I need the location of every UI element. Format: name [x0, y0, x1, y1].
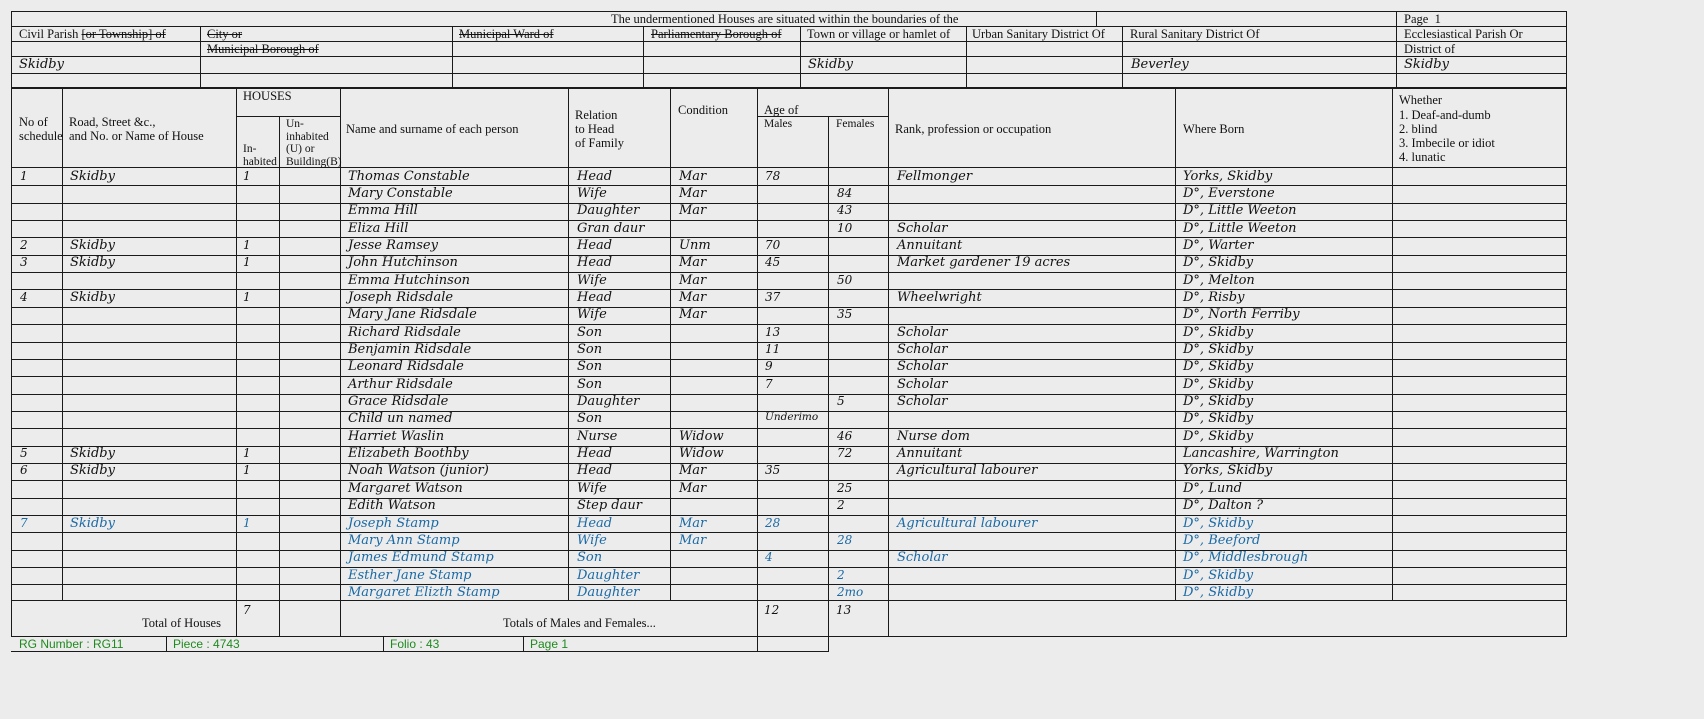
female-age-cell: 72 — [837, 446, 853, 461]
name-cell: Richard Ridsdale — [348, 324, 461, 340]
condition-cell: Mar — [679, 515, 707, 531]
birthplace-cell: D°, Skidby — [1183, 324, 1254, 340]
col-occupation: Rank, profession or occupation — [895, 122, 1052, 136]
relation-cell: Gran daur — [577, 220, 645, 236]
col-houses: HOUSES — [243, 89, 292, 103]
birthplace-cell: D°, Skidby — [1183, 394, 1254, 410]
name-cell: Leonard Ridsdale — [348, 359, 464, 375]
row-divider — [11, 185, 1567, 186]
row-divider — [11, 220, 1567, 221]
name-cell: Benjamin Ridsdale — [348, 342, 472, 357]
rg-number: RG Number : RG11 — [19, 637, 124, 651]
occupation-cell: Agricultural labourer — [897, 463, 1038, 479]
relation-cell: Head — [577, 255, 613, 271]
occupation-cell: Scholar — [897, 376, 948, 392]
male-age-cell: 35 — [765, 463, 781, 478]
header-banner: The undermentioned Houses are situated within the boundaries of the — [611, 12, 959, 26]
relation-cell: Daughter — [577, 203, 640, 219]
row-divider — [11, 394, 1567, 395]
row-divider — [11, 498, 1567, 499]
relation-cell: Son — [577, 376, 603, 392]
total-males-value: 12 — [764, 603, 780, 617]
col-age-of: Age of — [764, 103, 799, 117]
relation-cell: Wife — [577, 307, 607, 323]
schedule-cell: 3 — [20, 255, 28, 270]
col-whether-1: 1. Deaf-and-dumb — [1399, 108, 1491, 122]
civil-parish-label: Civil Parish [or Township] of — [19, 27, 166, 41]
name-cell: Jesse Ramsey — [348, 237, 438, 253]
relation-cell: Step daur — [577, 498, 642, 514]
male-age-cell: Underimo — [765, 411, 819, 424]
name-cell: Mary Constable — [348, 185, 453, 201]
inhabited-cell: 1 — [243, 237, 251, 252]
civil-parish-value: Skidby — [19, 57, 64, 72]
footer-page: Page 1 — [530, 637, 569, 651]
occupation-cell: Wheelwright — [897, 289, 982, 305]
occupation-cell: Scholar — [897, 394, 948, 410]
female-age-cell: 2mo — [837, 584, 864, 599]
row-divider — [11, 324, 1567, 325]
birthplace-cell: D°, Little Weeton — [1183, 220, 1297, 236]
birthplace-cell: D°, Skidby — [1183, 428, 1254, 444]
occupation-cell: Nurse dom — [897, 428, 970, 444]
occupation-cell: Scholar — [897, 359, 948, 375]
male-age-cell: 11 — [765, 342, 781, 356]
col-males: Males — [764, 118, 793, 130]
col-whether-4: 4. lunatic — [1399, 150, 1446, 164]
inhabited-cell: 1 — [243, 515, 251, 530]
page-number: 1 — [1434, 12, 1441, 26]
name-cell: John Hutchinson — [348, 255, 458, 271]
occupation-cell: Fellmonger — [897, 168, 973, 184]
relation-cell: Wife — [577, 532, 607, 548]
birthplace-cell: D°, Skidby — [1183, 342, 1254, 357]
ecclesiastical-value: Skidby — [1404, 57, 1449, 72]
city-label: City or — [207, 27, 243, 41]
relation-cell: Head — [577, 446, 613, 462]
urban-district-label: Urban Sanitary District Of — [972, 27, 1105, 41]
birthplace-cell: Yorks, Skidby — [1183, 463, 1273, 479]
col-condition: Condition — [678, 103, 729, 117]
female-age-cell: 2 — [837, 498, 845, 513]
road-cell: Skidby — [70, 168, 115, 184]
relation-cell: Head — [577, 237, 613, 253]
inhabited-cell: 1 — [243, 446, 251, 461]
birthplace-cell: D°, Warter — [1183, 237, 1254, 253]
male-age-cell: 45 — [765, 255, 781, 270]
municipal-borough-label: Municipal Borough of — [207, 42, 319, 56]
birthplace-cell: Lancashire, Warrington — [1183, 446, 1339, 462]
page-indicator — [1404, 12, 1441, 26]
name-cell: Grace Ridsdale — [348, 394, 449, 410]
birthplace-cell: D°, Melton — [1183, 272, 1255, 288]
birthplace-cell: D°, Skidby — [1183, 411, 1254, 427]
relation-cell: Son — [577, 324, 603, 340]
female-age-cell: 46 — [837, 428, 853, 443]
road-cell: Skidby — [70, 446, 115, 462]
birthplace-cell: D°, Skidby — [1183, 255, 1254, 271]
total-houses-label: Total of Houses — [142, 616, 221, 630]
name-cell: Margaret Watson — [348, 480, 463, 496]
condition-cell: Unm — [679, 237, 711, 253]
schedule-cell: 7 — [20, 515, 28, 530]
birthplace-cell: D°, Skidby — [1183, 376, 1254, 392]
condition-cell: Widow — [679, 446, 724, 462]
birthplace-cell: D°, Middlesbrough — [1183, 550, 1309, 566]
relation-cell: Son — [577, 411, 603, 427]
birthplace-cell: D°, Beeford — [1183, 532, 1261, 548]
name-cell: Joseph Ridsdale — [348, 289, 454, 305]
relation-cell: Wife — [577, 480, 607, 496]
female-age-cell: 28 — [837, 532, 853, 547]
condition-cell: Mar — [679, 307, 707, 323]
male-age-cell: 13 — [765, 324, 781, 339]
name-cell: Thomas Constable — [348, 168, 470, 184]
col-relation-1: Relation — [575, 108, 618, 122]
municipal-ward-label: Municipal Ward of — [459, 27, 554, 41]
occupation-cell: Scholar — [897, 220, 948, 236]
ecclesiastical-label-1: Ecclesiastical Parish Or — [1404, 27, 1523, 41]
male-age-cell: 78 — [765, 168, 781, 183]
col-inhabited-1: In- — [243, 143, 257, 155]
road-cell: Skidby — [70, 463, 115, 479]
col-road-2: and No. or Name of House — [69, 129, 204, 143]
town-label: Town or village or hamlet of — [807, 27, 951, 41]
occupation-cell: Agricultural labourer — [897, 515, 1038, 531]
relation-cell: Head — [577, 515, 613, 531]
ecclesiastical-label-2: District of — [1404, 42, 1456, 56]
total-females-value: 13 — [836, 603, 852, 617]
male-age-cell: 28 — [765, 515, 781, 530]
schedule-cell: 5 — [20, 446, 28, 461]
female-age-cell: 84 — [837, 185, 853, 200]
occupation-cell: Scholar — [897, 342, 948, 357]
row-divider — [11, 550, 1567, 551]
birthplace-cell: D°, Everstone — [1183, 185, 1275, 201]
condition-cell: Mar — [679, 185, 707, 201]
row-divider — [11, 342, 1567, 343]
piece-number: Piece : 4743 — [173, 637, 240, 651]
female-age-cell: 5 — [837, 394, 845, 409]
name-cell: Mary Ann Stamp — [348, 532, 460, 548]
male-age-cell: 7 — [765, 376, 773, 391]
row-divider — [11, 480, 1567, 481]
col-where-born: Where Born — [1183, 122, 1245, 136]
col-uninhabited-4: Building(B) — [286, 156, 342, 168]
name-cell: Noah Watson (junior) — [348, 463, 489, 479]
condition-cell: Mar — [679, 289, 707, 305]
total-persons-label: Totals of Males and Females... — [503, 616, 656, 630]
birthplace-cell: D°, Little Weeton — [1183, 203, 1297, 219]
row-divider — [11, 567, 1567, 568]
relation-cell: Daughter — [577, 394, 640, 410]
condition-cell: Mar — [679, 255, 707, 271]
birthplace-cell: D°, Skidby — [1183, 567, 1254, 583]
relation-cell: Wife — [577, 185, 607, 201]
row-divider — [11, 359, 1567, 360]
name-cell: Harriet Waslin — [348, 428, 445, 444]
col-name: Name and surname of each person — [346, 122, 519, 136]
birthplace-cell: D°, Skidby — [1183, 515, 1254, 531]
relation-cell: Daughter — [577, 584, 640, 600]
col-relation-2: to Head — [575, 122, 615, 136]
town-value: Skidby — [808, 57, 853, 72]
name-cell: Mary Jane Ridsdale — [348, 307, 477, 323]
road-cell: Skidby — [70, 255, 115, 271]
birthplace-cell: D°, Risby — [1183, 289, 1245, 305]
birthplace-cell: D°, Skidby — [1183, 584, 1254, 600]
row-divider — [11, 307, 1567, 308]
female-age-cell: 2 — [837, 567, 845, 582]
parliamentary-borough-label: Parliamentary Borough of — [651, 27, 782, 41]
relation-cell: Son — [577, 550, 603, 566]
inhabited-cell: 1 — [243, 463, 251, 478]
col-inhabited-2: habited — [243, 156, 277, 168]
condition-cell: Mar — [679, 168, 707, 184]
condition-cell: Mar — [679, 480, 707, 496]
col-whether-3: 3. Imbecile or idiot — [1399, 136, 1495, 150]
female-age-cell: 10 — [837, 220, 853, 235]
rural-district-value: Beverley — [1131, 57, 1189, 72]
folio-number: Folio : 43 — [390, 637, 440, 651]
relation-cell: Daughter — [577, 567, 640, 583]
male-age-cell: 70 — [765, 237, 781, 252]
col-whether-2: 2. blind — [1399, 122, 1438, 136]
birthplace-cell: D°, Skidby — [1183, 359, 1254, 375]
occupation-cell: Market gardener 19 acres — [897, 255, 1071, 271]
condition-cell: Mar — [679, 203, 707, 219]
relation-cell: Nurse — [577, 428, 618, 444]
rural-district-label: Rural Sanitary District Of — [1130, 27, 1260, 41]
schedule-cell: 4 — [20, 289, 28, 304]
female-age-cell: 35 — [837, 307, 853, 322]
occupation-cell: Scholar — [897, 550, 948, 566]
schedule-cell: 1 — [20, 168, 28, 183]
col-road-1: Road, Street &c., — [69, 115, 156, 129]
total-houses-value: 7 — [243, 603, 251, 617]
row-divider — [11, 428, 1567, 429]
female-age-cell: 50 — [837, 272, 853, 287]
name-cell: Emma Hill — [348, 203, 418, 219]
name-cell: Emma Hutchinson — [348, 272, 471, 288]
relation-cell: Son — [577, 342, 603, 357]
occupation-cell: Annuitant — [897, 237, 963, 253]
row-divider — [11, 584, 1567, 585]
schedule-cell: 6 — [20, 463, 28, 478]
male-age-cell: 37 — [765, 289, 781, 304]
name-cell: Arthur Ridsdale — [348, 376, 453, 392]
name-cell: Esther Jane Stamp — [348, 567, 472, 583]
col-uninhabited-3: (U) or — [286, 143, 315, 155]
condition-cell: Widow — [679, 428, 724, 444]
name-cell: Eliza Hill — [348, 220, 409, 236]
col-schedule-2: schedule — [19, 129, 63, 143]
relation-cell: Wife — [577, 272, 607, 288]
birthplace-cell: D°, North Ferriby — [1183, 307, 1300, 323]
name-cell: Joseph Stamp — [348, 515, 439, 531]
condition-cell: Mar — [679, 532, 707, 548]
col-whether: Whether — [1399, 93, 1443, 107]
name-cell: James Edmund Stamp — [348, 550, 494, 566]
occupation-cell: Annuitant — [897, 446, 963, 462]
inhabited-cell: 1 — [243, 255, 251, 270]
relation-cell: Son — [577, 359, 603, 375]
name-cell: Child un named — [348, 411, 453, 427]
birthplace-cell: D°, Lund — [1183, 480, 1242, 496]
female-age-cell: 25 — [837, 480, 853, 495]
col-females: Females — [836, 118, 875, 130]
road-cell: Skidby — [70, 515, 115, 531]
name-cell: Margaret Elizth Stamp — [348, 584, 500, 600]
relation-cell: Head — [577, 463, 613, 479]
condition-cell: Mar — [679, 463, 707, 479]
condition-cell: Mar — [679, 272, 707, 288]
road-cell: Skidby — [70, 289, 115, 305]
birthplace-cell: D°, Dalton ? — [1183, 498, 1264, 514]
name-cell: Edith Watson — [348, 498, 436, 514]
road-cell: Skidby — [70, 237, 115, 253]
schedule-cell: 2 — [20, 237, 28, 252]
name-cell: Elizabeth Boothby — [348, 446, 469, 462]
row-divider — [11, 532, 1567, 533]
relation-cell: Head — [577, 289, 613, 305]
row-divider — [11, 272, 1567, 273]
male-age-cell: 9 — [765, 359, 773, 374]
col-relation-3: of Family — [575, 136, 624, 150]
relation-cell: Head — [577, 168, 613, 184]
male-age-cell: 4 — [765, 550, 773, 565]
row-divider — [11, 376, 1567, 377]
inhabited-cell: 1 — [243, 168, 251, 183]
row-divider — [11, 203, 1567, 204]
col-schedule-1: No of — [19, 115, 48, 129]
inhabited-cell: 1 — [243, 289, 251, 304]
birthplace-cell: Yorks, Skidby — [1183, 168, 1273, 184]
page-label: Page — [1404, 12, 1429, 26]
col-uninhabited-2: inhabited — [286, 131, 329, 143]
occupation-cell: Scholar — [897, 324, 948, 340]
col-uninhabited-1: Un- — [286, 118, 304, 130]
female-age-cell: 43 — [837, 203, 853, 218]
